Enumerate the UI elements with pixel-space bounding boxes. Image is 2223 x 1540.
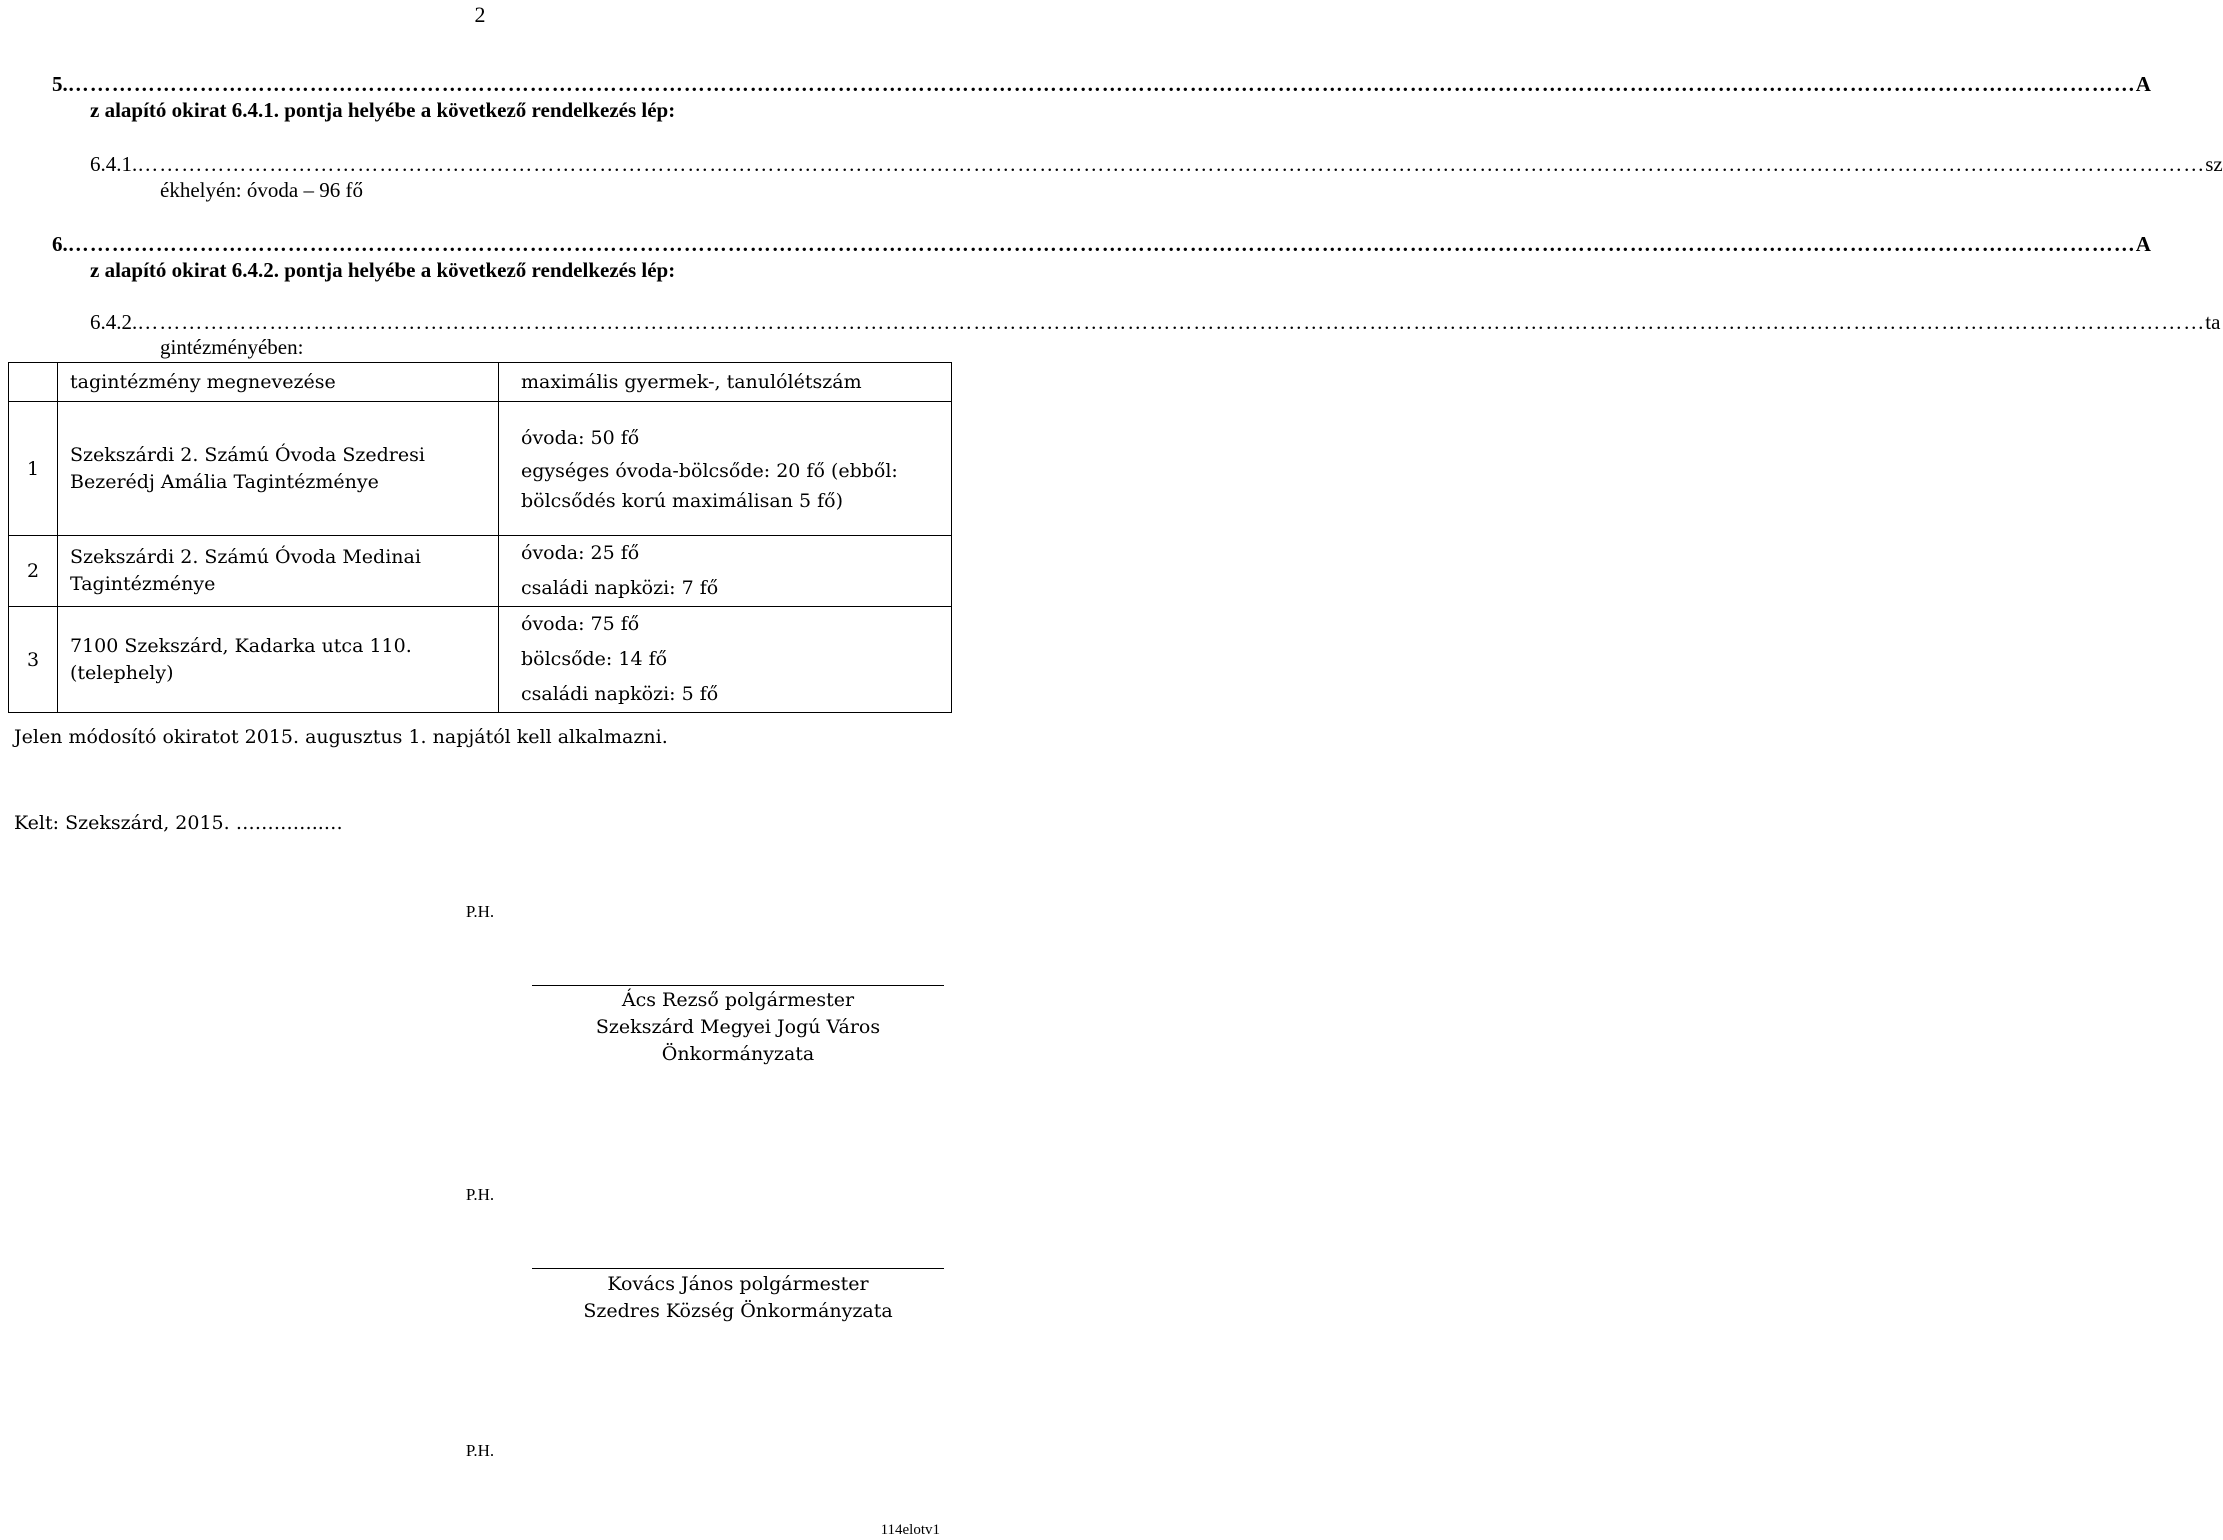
table-row	[9, 536, 952, 607]
item-642-end: ta	[2205, 310, 2221, 334]
capacity-table	[8, 362, 952, 713]
name-line: (telephely)	[70, 661, 174, 684]
item-642-number: 6.4.2.	[90, 310, 138, 334]
section-5-number: 5.	[52, 72, 68, 96]
item-641-heading	[90, 152, 2223, 177]
signature-line	[532, 1268, 944, 1269]
seal-placeholder: P.H.	[465, 1185, 495, 1204]
capacity-line: óvoda: 25 fő	[521, 542, 640, 564]
header-capacity-cell: maximális gyermek-, tanulólétszám	[499, 363, 952, 402]
effective-date-text: Jelen módosító okiratot 2015. augusztus 1. napjától kell alkalmazni.	[14, 726, 668, 748]
signer-org: Önkormányzata	[661, 1043, 815, 1065]
capacity-line: családi napközi: 7 fő	[521, 577, 719, 599]
leader-dots: …………………………………………………………………………………………………………………………………………………………………………………………………………………………………………………………	[137, 310, 2206, 334]
signer-name: Ács Rezső polgármester	[621, 989, 855, 1011]
name-line: Szekszárdi 2. Számú Óvoda Szedresi	[70, 443, 425, 466]
institution-name	[58, 402, 499, 536]
seal-placeholder: P.H.	[465, 1441, 495, 1460]
signature-line	[532, 985, 944, 986]
row-number: 1	[9, 402, 58, 536]
name-line: Tagintézménye	[70, 573, 216, 595]
capacity-line: óvoda: 75 fő	[521, 613, 640, 635]
leader-dots: …………………………………………………………………………………………………………………………………………………………………………………………………………………………………………………………	[67, 72, 2136, 96]
row-number: 3	[9, 607, 58, 713]
signer-block	[532, 987, 944, 1068]
item-641-end: sz	[2205, 152, 2223, 176]
capacity-line: bölcsődés korú maximálisan 5 fő)	[521, 490, 844, 512]
section-6-number: 6.	[52, 232, 68, 256]
document-code: 114elotv1	[880, 1522, 940, 1538]
header-name-cell: tagintézmény megnevezése	[58, 363, 499, 402]
item-642-text: gintézményében:	[160, 335, 304, 359]
signer-org: Szedres Község Önkormányzata	[583, 1300, 893, 1322]
section-5-text: z alapító okirat 6.4.1. pontja helyébe a következő rendelkezés lép:	[90, 98, 676, 122]
name-line: Szekszárdi 2. Számú Óvoda Medinai	[70, 546, 421, 568]
signer-name: Kovács János polgármester	[607, 1273, 869, 1295]
capacity-line: óvoda: 50 fő	[521, 427, 640, 449]
signer-block	[532, 1271, 944, 1325]
section-5-heading	[52, 72, 2151, 97]
item-642-heading	[90, 310, 2221, 335]
table-header-row	[9, 363, 952, 402]
item-641-text: ékhelyén: óvoda – 96 fő	[160, 178, 363, 202]
capacity-cell	[499, 402, 952, 536]
name-line: 7100 Szekszárd, Kadarka utca 110.	[70, 634, 412, 657]
section-5-end: A	[2135, 72, 2151, 96]
table-row	[9, 402, 952, 536]
header-num-cell	[9, 363, 58, 402]
capacity-line: családi napközi: 5 fő	[521, 683, 719, 705]
table-row	[9, 607, 952, 713]
section-6-end: A	[2135, 232, 2151, 256]
row-number: 2	[9, 536, 58, 607]
page-number: 2	[474, 2, 486, 27]
institution-name	[58, 536, 499, 607]
item-641-number: 6.4.1.	[90, 152, 138, 176]
capacity-line: bölcsőde: 14 fő	[521, 648, 668, 670]
capacity-cell	[499, 607, 952, 713]
leader-dots: …………………………………………………………………………………………………………………………………………………………………………………………………………………………………………………………	[67, 232, 2136, 256]
capacity-cell	[499, 536, 952, 607]
seal-placeholder: P.H.	[465, 902, 495, 921]
leader-dots: …………………………………………………………………………………………………………………………………………………………………………………………………………………………………………………………	[137, 152, 2206, 176]
section-6-heading	[52, 232, 2151, 257]
signer-org: Szekszárd Megyei Jogú Város	[595, 1016, 881, 1038]
place-date: Kelt: Szekszárd, 2015. …………..…	[14, 812, 343, 834]
name-line: Bezerédj Amália Tagintézménye	[70, 470, 379, 493]
institution-name	[58, 607, 499, 713]
section-6-text: z alapító okirat 6.4.2. pontja helyébe a következő rendelkezés lép:	[90, 258, 676, 282]
capacity-line: egységes óvoda-bölcsőde: 20 fő (ebből:	[521, 460, 898, 482]
